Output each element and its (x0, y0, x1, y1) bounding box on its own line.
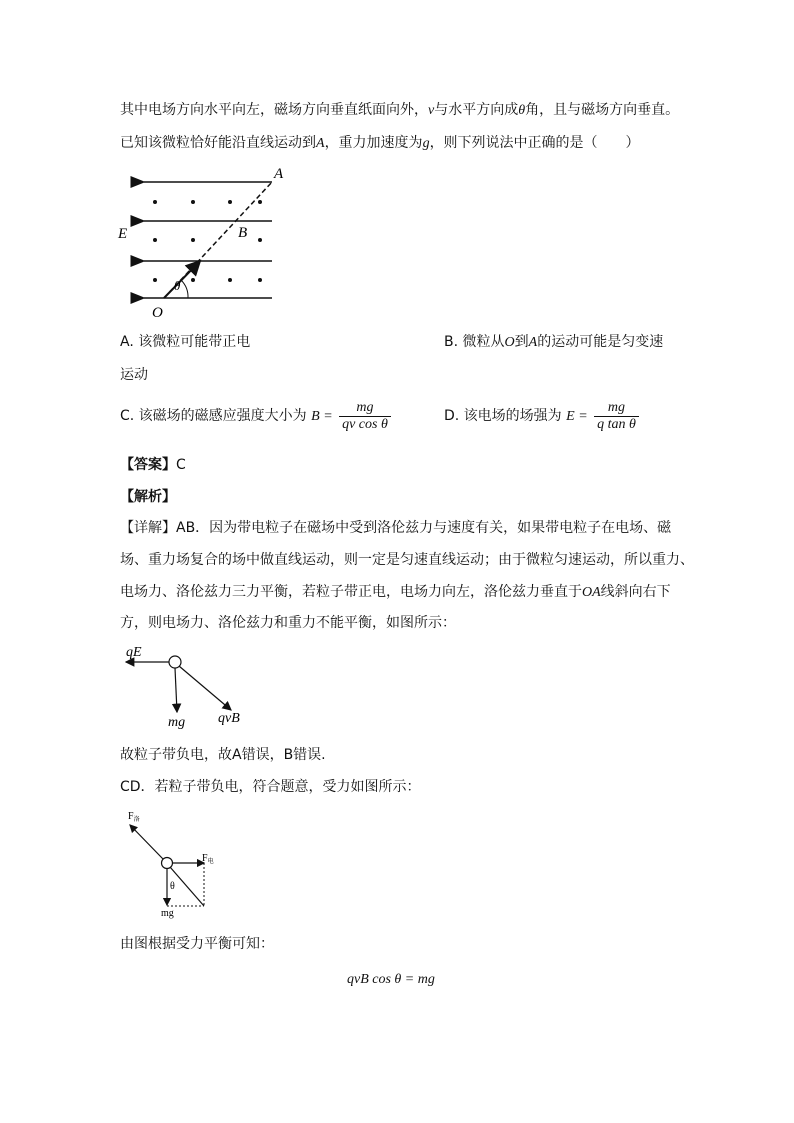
label-mg: mg (168, 715, 186, 730)
answer-line (120, 455, 186, 475)
label-F-dian: $F_电$ (202, 853, 214, 865)
text-segment: 到 (514, 334, 529, 350)
denominator: qv cos θ (342, 416, 388, 432)
text-segment: 角，且与磁场方向垂直。 (525, 102, 680, 118)
detail-line-3 (120, 582, 671, 603)
balance-line (120, 934, 274, 954)
var-theta: θ (518, 103, 526, 118)
text-segment: 场、重力场复合的场中做直线运动，则一定是匀速直线运动；由于微粒匀速运动，所以重力、 (120, 552, 694, 568)
analysis-line (120, 487, 176, 507)
text-segment: D. 该电场的场强为 (444, 408, 562, 424)
formula-lhs: B = (311, 409, 333, 424)
detail-line-2 (120, 550, 694, 570)
detail-line-1 (120, 518, 671, 538)
magnetic-field-dots (153, 200, 262, 282)
force-lorentz-arrow (130, 825, 163, 859)
text-segment: 已知该微粒恰好能沿直线运动到 (120, 135, 316, 151)
option-a-text: A. 该微粒可能带正电 (120, 334, 251, 350)
label-F-luo: $F_洛$ (128, 811, 140, 823)
text-segment: 电场力、洛伦兹力三力平衡，若粒子带正电，电场力向左，洛伦兹力垂直于 (120, 584, 582, 600)
text-segment: 【详解】AB．因为带电粒子在磁场中受到洛伦兹力与速度有关，如果带电粒子在电场、磁 (120, 520, 672, 536)
numerator: mg (339, 400, 391, 417)
force-diagram-negative (120, 805, 240, 920)
denominator: q tan θ (597, 416, 636, 432)
label-qE: qE (126, 645, 142, 660)
text-segment: C. 该磁场的磁感应强度大小为 (120, 408, 307, 424)
fraction (339, 400, 391, 433)
final-equation: qvB cos θ = mg (347, 972, 435, 987)
label-theta: θ (170, 881, 175, 892)
text-segment: ，则下列说法中正确的是（ ） (429, 135, 640, 151)
answer-value: C (176, 457, 186, 473)
numerator: mg (594, 400, 639, 417)
problem-line-2 (120, 133, 640, 154)
detail-line-4 (120, 613, 456, 633)
cd-line (120, 777, 421, 797)
text-segment: 与水平方向成 (434, 102, 519, 118)
label-B: B (238, 225, 248, 241)
analysis-tag: 【解析】 (120, 489, 176, 505)
force-mg-arrow (175, 668, 177, 712)
particle-circle (162, 858, 173, 869)
label-O: O (152, 305, 163, 321)
text-segment: 其中电场方向水平向左，磁场方向垂直纸面向外， (120, 102, 428, 118)
var-v: v (428, 103, 435, 118)
label-theta: θ (174, 278, 181, 293)
text-segment: 线斜向右下 (600, 584, 671, 600)
option-b-wrap (120, 365, 148, 385)
force-qvB-arrow (179, 666, 231, 710)
electric-field-lines (144, 182, 272, 298)
var-A: A (528, 335, 538, 350)
label-A: A (274, 166, 284, 182)
text-segment: 方，则电场力、洛伦兹力和重力不能平衡，如图所示： (120, 615, 456, 631)
field-diagram (110, 160, 310, 325)
text-segment: CD．若粒子带负电，符合题意，受力如图所示： (120, 779, 421, 795)
answer-tag: 【答案】 (120, 457, 176, 473)
option-a (120, 332, 250, 352)
fraction (594, 400, 639, 433)
text-segment: B. 微粒从 (444, 334, 505, 350)
text-segment: 故粒子带负电，故A错误，B错误. (120, 747, 326, 763)
label-qvB: qvB (218, 711, 240, 726)
force-diagram-positive (118, 640, 268, 735)
option-b (444, 332, 663, 353)
text-segment: ，重力加速度为 (324, 135, 423, 151)
conclusion-line (120, 745, 326, 765)
option-d (444, 398, 641, 435)
text-segment: 的运动可能是匀变速 (537, 334, 664, 350)
problem-line-1 (120, 100, 679, 121)
var-A: A (316, 136, 325, 151)
var-O: O (504, 335, 515, 350)
formula-lhs: E = (566, 409, 588, 424)
angle-arc (181, 280, 188, 298)
text-segment: 由图根据受力平衡可知： (120, 936, 274, 952)
label-mg: mg (161, 908, 174, 919)
option-c (120, 398, 393, 435)
label-E: E (118, 226, 128, 242)
resultant-line (170, 867, 204, 906)
text-segment: 运动 (120, 367, 148, 383)
var-OA: OA (582, 585, 601, 600)
var-g: g (422, 136, 430, 151)
